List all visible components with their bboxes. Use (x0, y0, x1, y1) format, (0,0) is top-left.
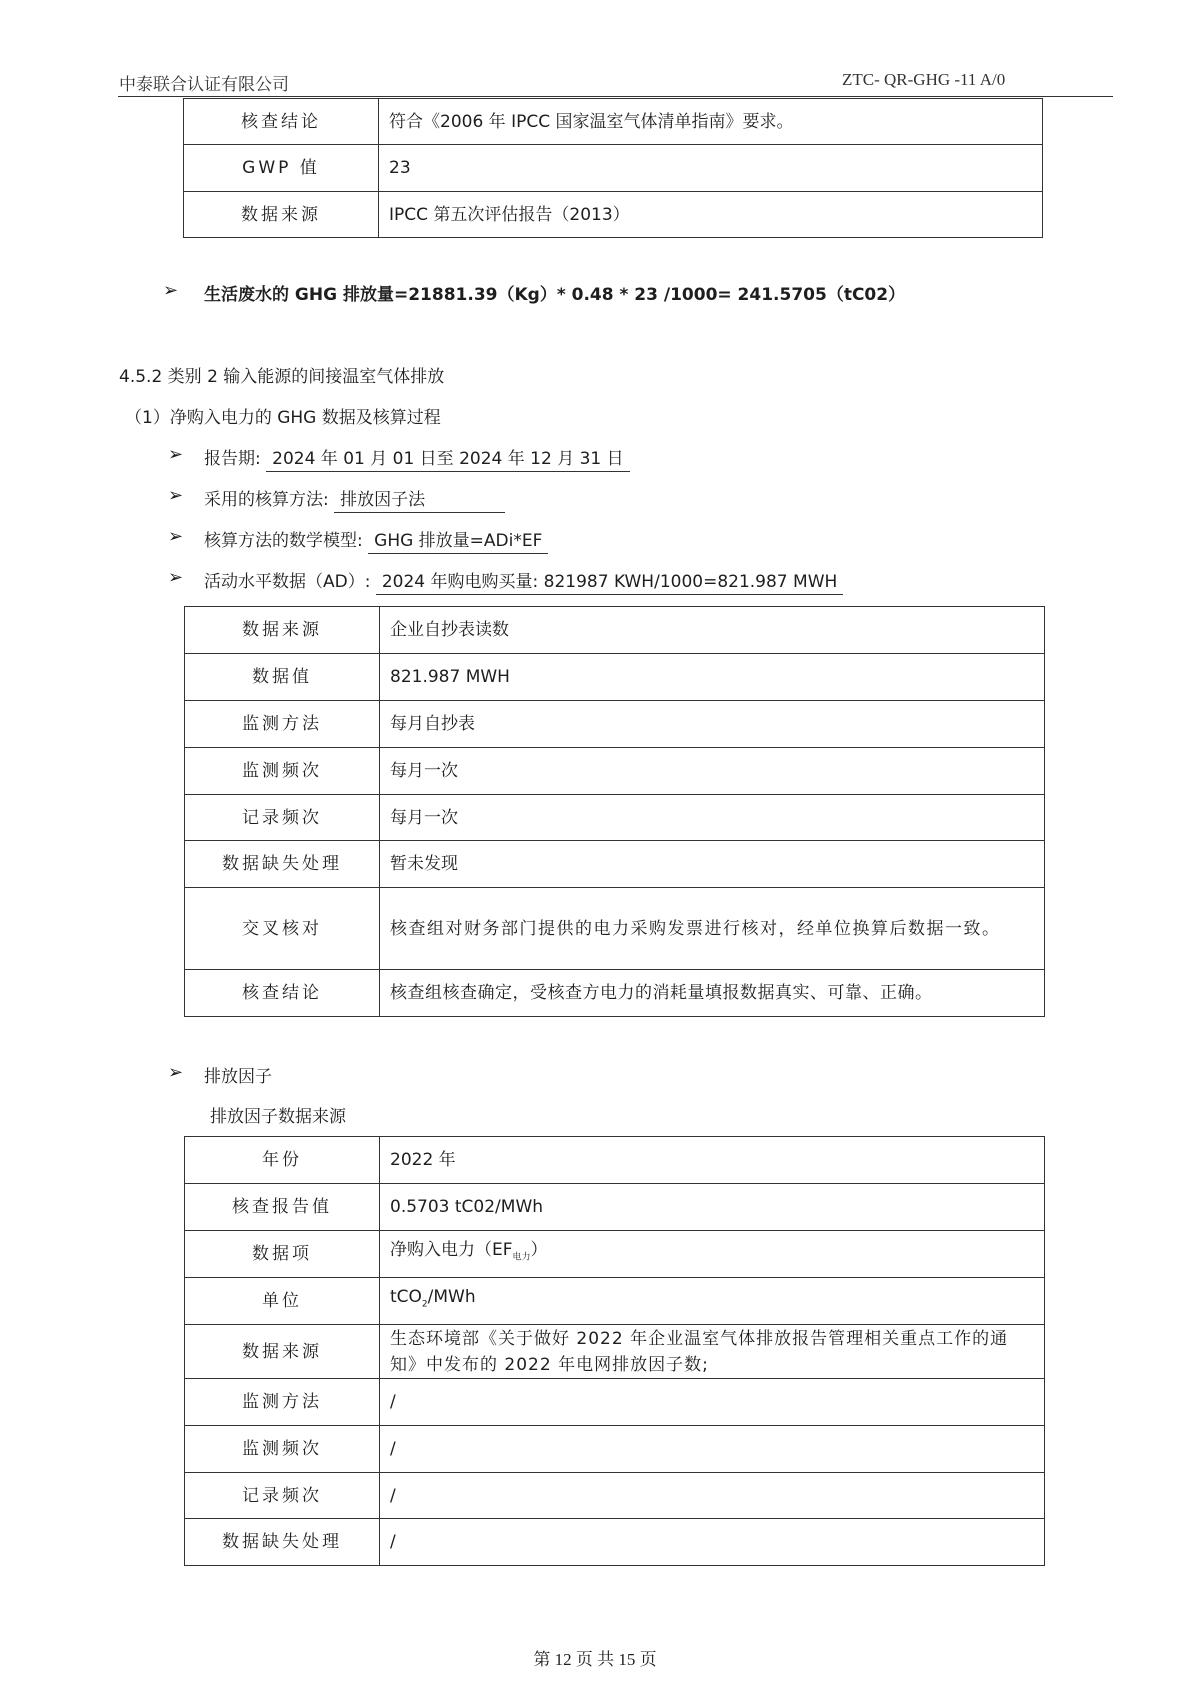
company-name: 中泰联合认证有限公司 (119, 75, 289, 94)
table-row (185, 841, 1045, 888)
section-title: 4.5.2 类别 2 输入能源的间接温室气体排放 (119, 367, 445, 387)
row-label: 数据项 (185, 1231, 380, 1278)
bullet-arrow-icon: ➢ (168, 444, 184, 465)
table-row (185, 1137, 1045, 1184)
row-value: 符合《2006 年 IPCC 国家温室气体清单指南》要求。 (379, 99, 1043, 145)
unit-subscript: 2 (421, 1299, 428, 1310)
table-row (185, 1473, 1045, 1519)
row-label: 单位 (185, 1278, 380, 1325)
table-row (185, 701, 1045, 748)
row-label: 年份 (185, 1137, 380, 1184)
ad-value: 2024 年购电购买量: 821987 KWH/1000=821.987 MWH (376, 572, 843, 595)
row-value: / (380, 1426, 1045, 1473)
row-label: 监测频次 (185, 748, 380, 795)
ef-source-heading: 排放因子数据来源 (210, 1107, 346, 1127)
table-row (185, 1278, 1045, 1325)
item-close: ） (530, 1240, 548, 1261)
row-label: 数据缺失处理 (185, 841, 380, 888)
document-code: ZTC- QR-GHG -11 A/0 (842, 70, 1006, 89)
row-value: / (380, 1379, 1045, 1426)
row-value: 每月一次 (380, 748, 1045, 795)
ef-heading: 排放因子 (204, 1067, 272, 1087)
row-label: 核查结论 (184, 99, 379, 145)
table-row (185, 888, 1045, 970)
row-value (380, 1278, 1045, 1325)
row-label: 监测方法 (185, 701, 380, 748)
table-row (185, 607, 1045, 654)
electricity-data-table (184, 606, 1045, 1017)
row-value: 0.5703 tC02/MWh (380, 1184, 1045, 1231)
row-label: 核查结论 (185, 970, 380, 1017)
unit-value: tCO (390, 1287, 422, 1308)
unit-suffix: /MWh (427, 1287, 476, 1308)
row-value: 821.987 MWH (380, 654, 1045, 701)
row-value: 23 (379, 145, 1043, 192)
row-label: 监测方法 (185, 1379, 380, 1426)
row-label: 交叉核对 (185, 888, 380, 970)
row-value: 企业自抄表读数 (380, 607, 1045, 654)
bullet-arrow-icon: ➢ (168, 485, 184, 506)
row-label: 数据来源 (184, 192, 379, 238)
period-label: 报告期: (204, 449, 261, 469)
row-value: 2022 年 (380, 1137, 1045, 1184)
row-value: / (380, 1473, 1045, 1519)
bullet-arrow-icon: ➢ (163, 280, 179, 301)
table-row (185, 1231, 1045, 1278)
emission-factor-table (184, 1136, 1045, 1566)
table-row (185, 748, 1045, 795)
row-value (380, 1231, 1045, 1278)
table-row (184, 145, 1043, 192)
bullet-arrow-icon: ➢ (168, 1062, 184, 1083)
ad-label: 活动水平数据（AD）: (204, 572, 371, 592)
table-row (185, 795, 1045, 841)
row-value: 每月一次 (380, 795, 1045, 841)
bullet-arrow-icon: ➢ (168, 526, 184, 547)
activity-data (204, 567, 843, 592)
item-subscript: 电力 (512, 1252, 531, 1263)
row-label: GWP 值 (184, 145, 379, 192)
model-label: 核算方法的数学模型: (204, 531, 363, 551)
row-value: / (380, 1519, 1045, 1566)
row-label: 数据缺失处理 (185, 1519, 380, 1566)
item-value: 净购入电力（EF (390, 1240, 513, 1261)
accounting-method (204, 485, 505, 510)
row-label: 数据来源 (185, 607, 380, 654)
page-number: 第 12 页 共 15 页 (533, 1650, 657, 1669)
method-value: 排放因子法 (334, 490, 505, 513)
row-value: 每月自抄表 (380, 701, 1045, 748)
subsection-title: （1）净购入电力的 GHG 数据及核算过程 (125, 408, 441, 428)
ch4-summary-table (183, 98, 1043, 238)
table-row (185, 1379, 1045, 1426)
row-value: 生态环境部《关于做好 2022 年企业温室气体排放报告管理相关重点工作的通知》中发布的 2022 年电网排放因子数; (380, 1325, 1045, 1379)
table-row (185, 1325, 1045, 1379)
row-label: 数据来源 (185, 1325, 380, 1379)
table-row (185, 1519, 1045, 1566)
table-row (184, 192, 1043, 238)
row-value: 核查组对财务部门提供的电力采购发票进行核对，经单位换算后数据一致。 (380, 888, 1045, 970)
row-value: 核查组核查确定，受核查方电力的消耗量填报数据真实、可靠、正确。 (380, 970, 1045, 1017)
table-row (184, 99, 1043, 145)
row-label: 监测频次 (185, 1426, 380, 1473)
method-label: 采用的核算方法: (204, 490, 329, 510)
math-model (204, 526, 548, 551)
table-row (185, 970, 1045, 1017)
period-value: 2024 年 01 月 01 日至 2024 年 12 月 31 日 (266, 449, 630, 472)
table-row (185, 1184, 1045, 1231)
row-value: 暂未发现 (380, 841, 1045, 888)
row-value: IPCC 第五次评估报告（2013） (379, 192, 1043, 238)
bullet-arrow-icon: ➢ (168, 567, 184, 588)
row-label: 数据值 (185, 654, 380, 701)
model-value: GHG 排放量=ADi*EF (368, 531, 548, 554)
header-divider (118, 96, 1113, 97)
table-row (185, 654, 1045, 701)
reporting-period (204, 444, 630, 469)
wastewater-formula: 生活废水的 GHG 排放量=21881.39（Kg）* 0.48 * 23 /1000= 241.5705（tC02） (204, 285, 906, 305)
table-row (185, 1426, 1045, 1473)
row-label: 记录频次 (185, 795, 380, 841)
row-label: 核查报告值 (185, 1184, 380, 1231)
row-label: 记录频次 (185, 1473, 380, 1519)
